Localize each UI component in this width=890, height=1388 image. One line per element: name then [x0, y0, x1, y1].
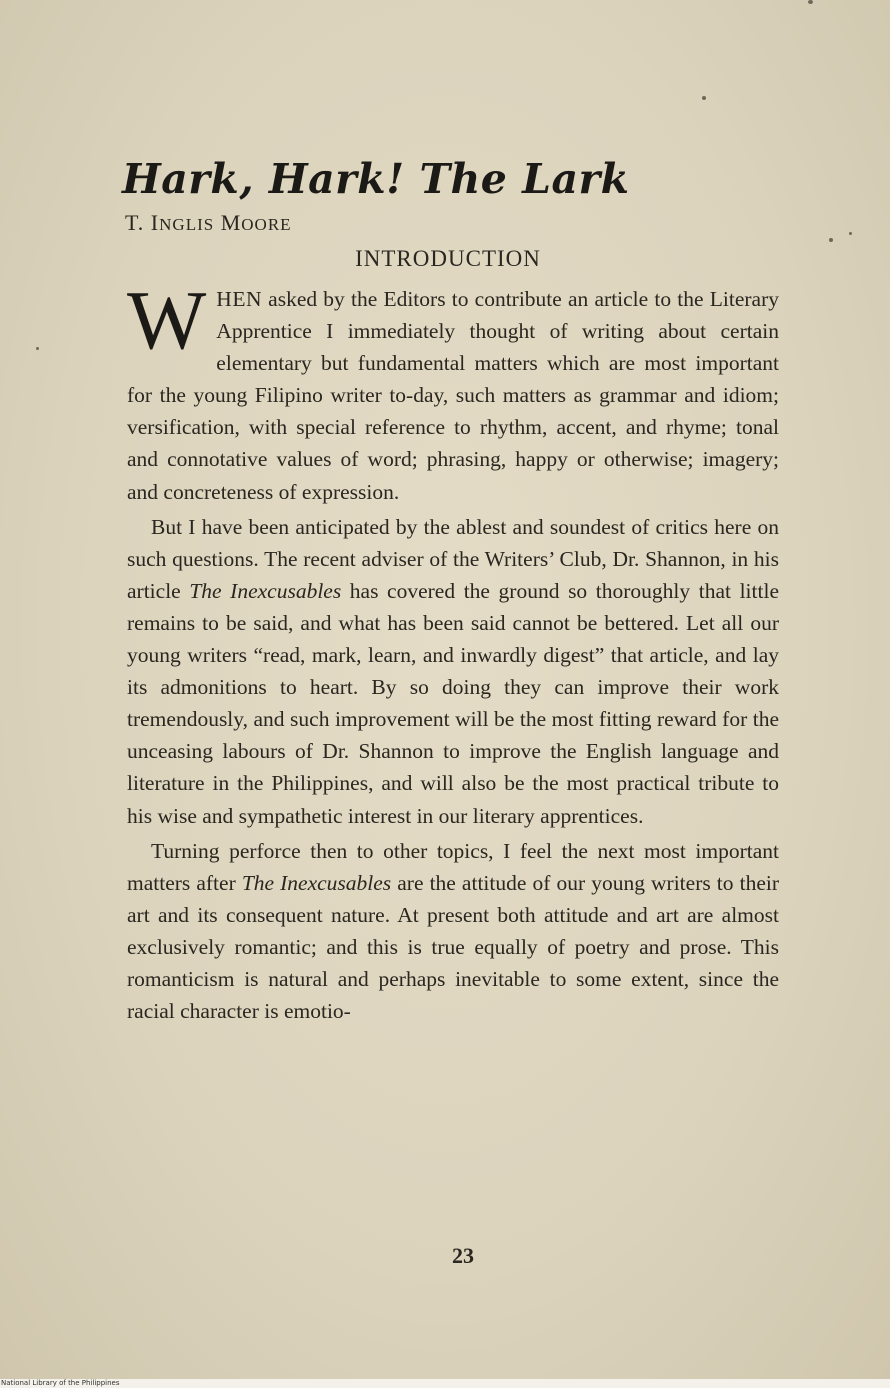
paragraph-1: [127, 274, 779, 508]
article-body: [127, 274, 779, 1027]
paragraph-1-text: asked by the Editors to contribute an article to the Literary Apprentice I immediately thought of writing about certain elementary but fundamental matters which are most important for the young Filipino writer to-day, such matters as grammar and idiom; versification, with special reference to rhythm, accent, and rhyme; tonal and connotative values of word; phrasing, happy or otherwise; imagery; and concreteness of expression.: [127, 287, 779, 504]
article-reference-italic: The Inexcusables: [189, 578, 342, 603]
paragraph-3-text-a: Turning perforce then to other topics, I feel the next most important matters after: [127, 838, 779, 895]
author-last-rest: OORE: [241, 215, 292, 234]
paragraph-3: [127, 835, 779, 1028]
paragraph-2-text-b: has covered the ground so thoroughly that little remains to be said, and what has been said cannot be bettered. Let all our young writers “read, mark, learn, and inwardly digest” that article, and lay its admonitions to heart. By so doing they can improve their work tremendously, and such improvement will be the most fitting reward for the unceasing labours of Dr. Shannon to improve the English language and literature in the Philippines, and will also be the most practical tribute to his wise and sympathetic interest in our literary apprentices.: [127, 578, 779, 828]
paper-speck: [702, 96, 706, 100]
paper-speck: [808, 0, 813, 4]
paper-speck: [849, 232, 852, 235]
paper-speck: [829, 238, 833, 242]
paper-speck: [36, 347, 39, 350]
paragraph-2-text-a: But I have been anticipated by the ablest and soundest of critics here on such questions. The recent adviser of the Writers’ Club, Dr. Shannon, in his article: [127, 514, 779, 603]
paragraph-3-text-b: are the attitude of our young writers to their art and its consequent nature. At present both attitude and art are almost exclusively romantic; and this is true equally of poetry and prose. This romanticism is natural and perhaps inevitable to some extent, since the racial character is emotio-: [127, 870, 779, 1024]
author-byline: [125, 210, 292, 236]
article-title: Hark, Hark! The Lark: [122, 155, 630, 203]
library-credit: National Library of the Philippines: [0, 1379, 890, 1388]
author-last-initial: M: [220, 210, 242, 235]
page-number: 23: [452, 1243, 474, 1268]
paragraph-2: [127, 511, 779, 832]
article-reference-italic-2: The Inexcusables: [241, 870, 392, 895]
author-first-rest: NGLIS: [159, 215, 215, 234]
section-heading: INTRODUCTION: [355, 246, 541, 271]
author-first-initial: T. I: [125, 210, 160, 235]
lead-in-caps: HEN: [216, 287, 262, 311]
drop-cap: W: [127, 274, 207, 367]
